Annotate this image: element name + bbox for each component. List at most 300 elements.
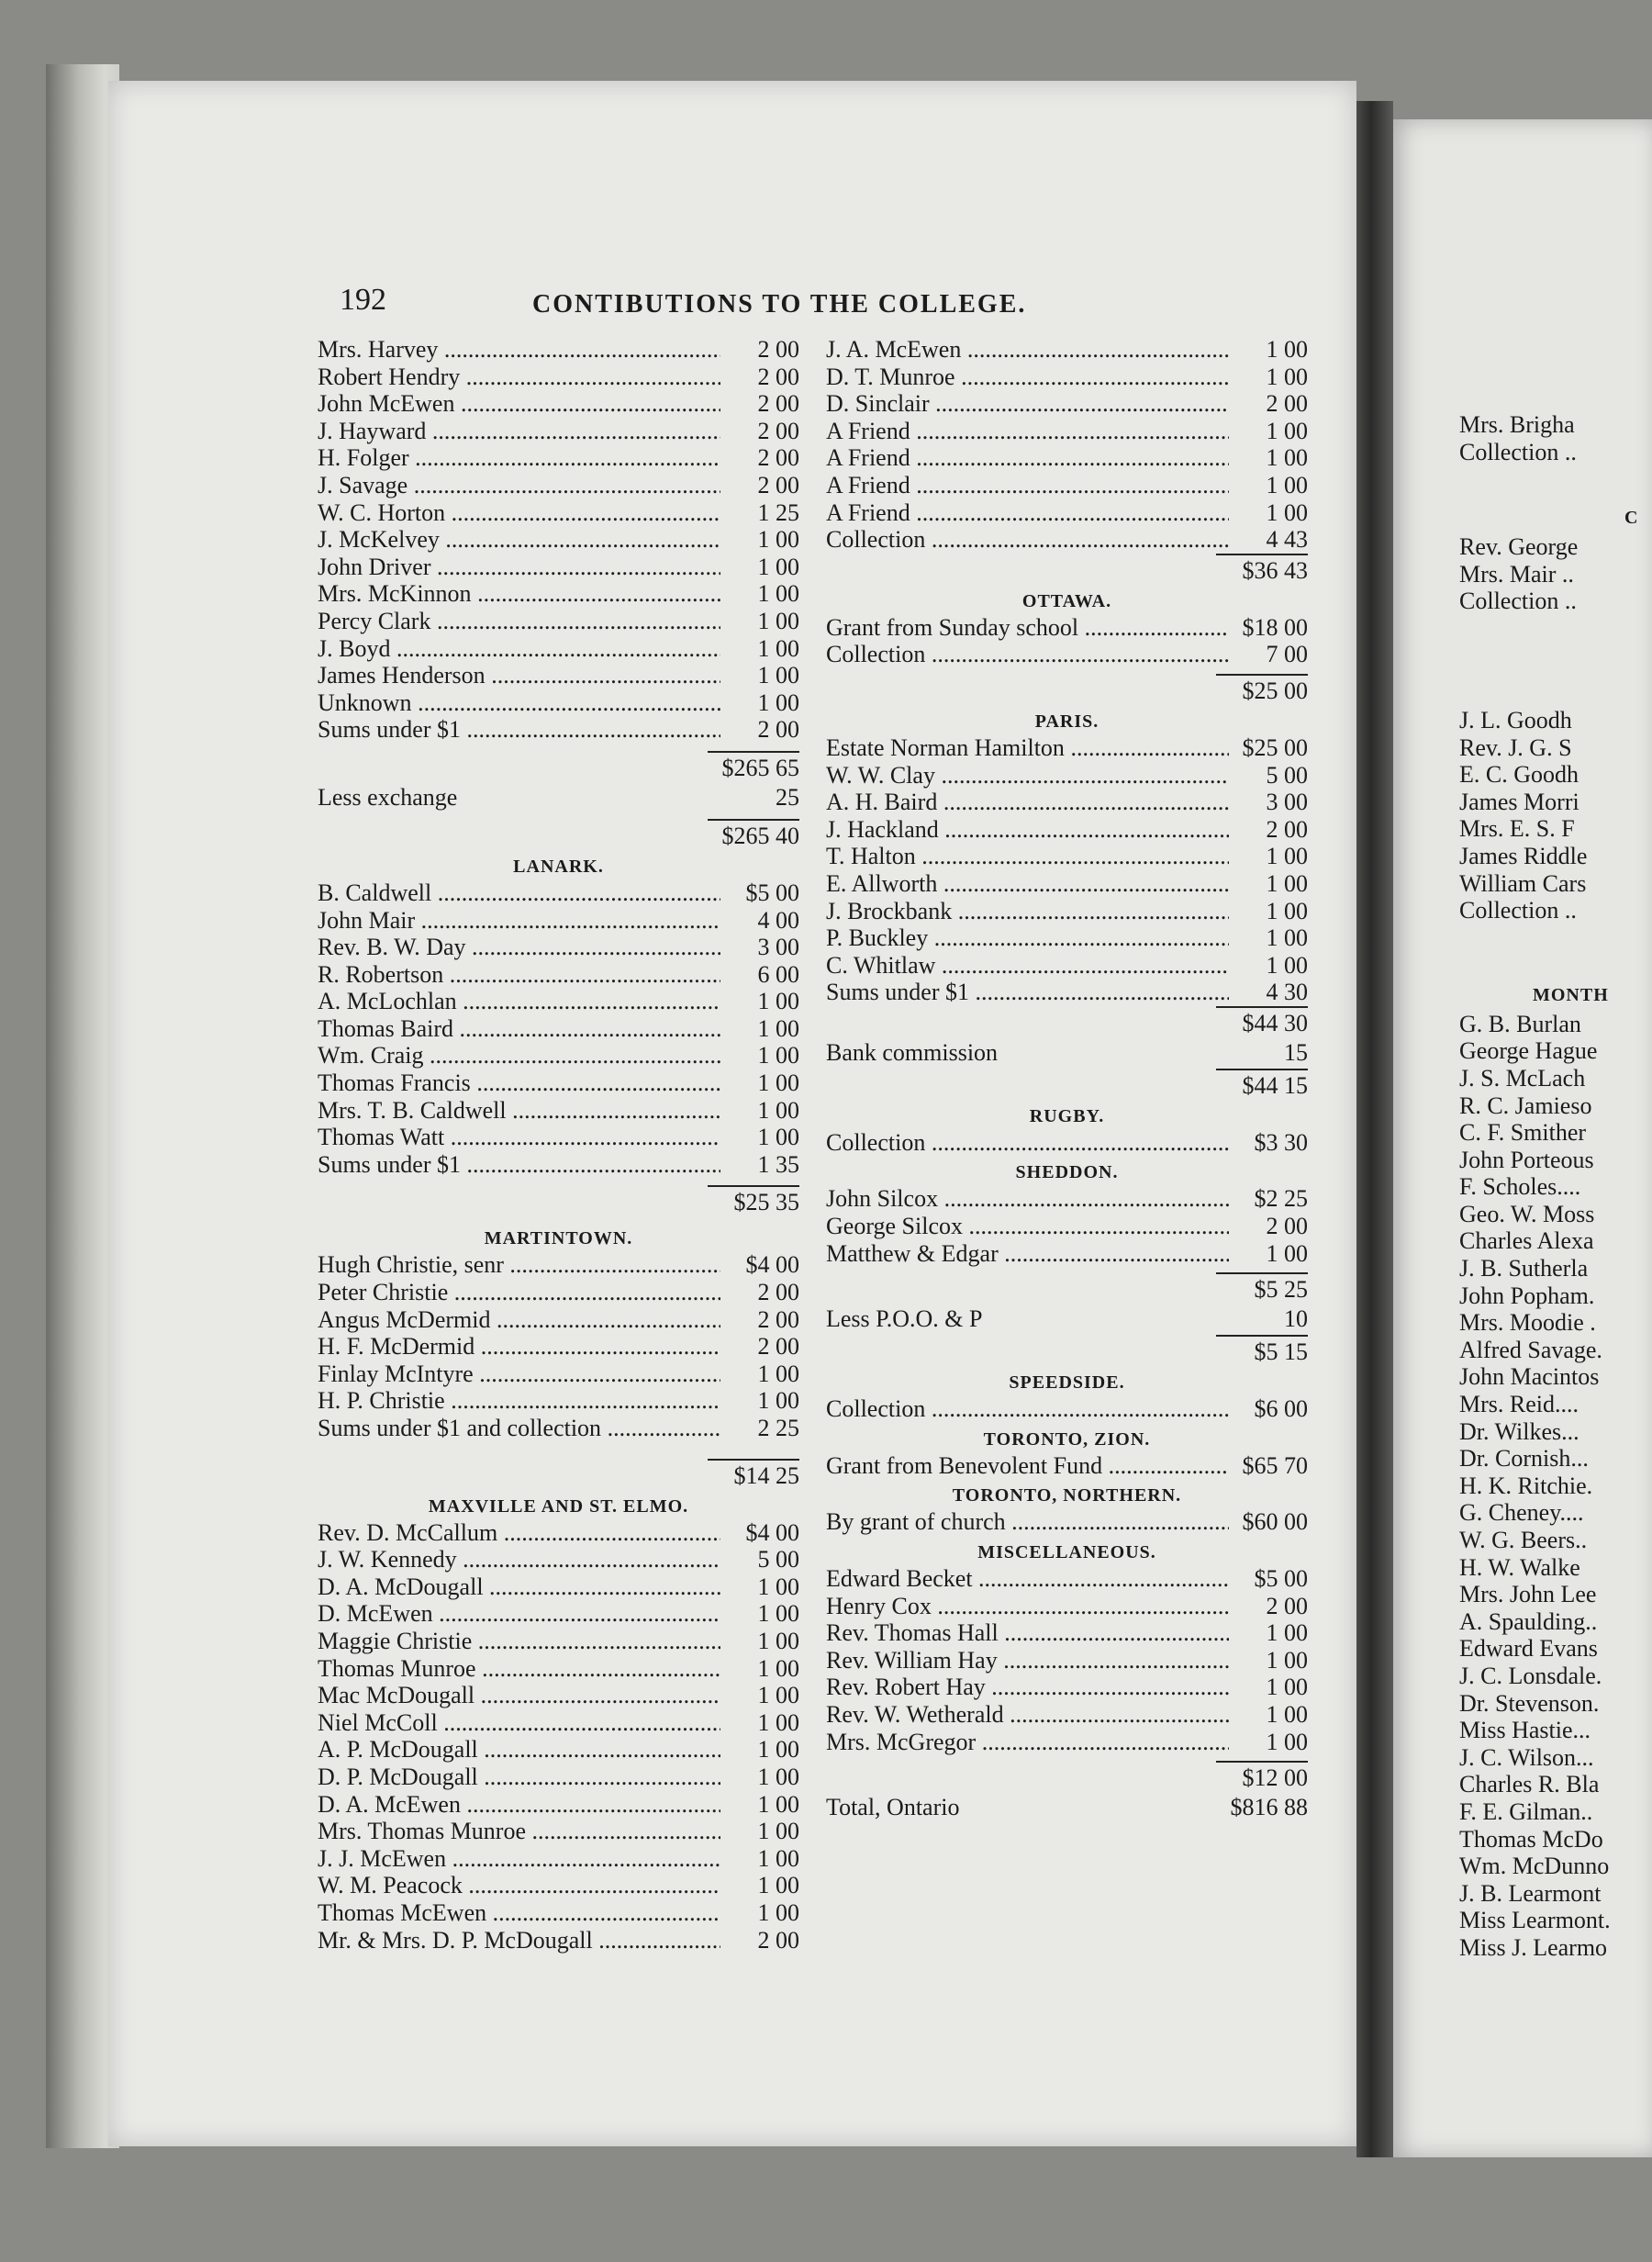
list-item — [826, 734, 1308, 762]
donor-name: H. P. Christie ..... — [318, 1387, 720, 1415]
subtotal-amount: $44 15 — [1216, 1069, 1308, 1100]
subtotal-amount: $5 15 — [1216, 1335, 1308, 1366]
facing-page-entry: George Hague — [1459, 1037, 1598, 1065]
donor-name: Grant from Benevolent Fund ..... — [826, 1452, 1229, 1480]
donation-amount: $6 00 — [1254, 1395, 1308, 1423]
adjustment-row — [318, 782, 799, 813]
spacer — [318, 1185, 708, 1216]
section-heading: MISCELLANEOUS. — [977, 1542, 1156, 1563]
donor-name: Thomas Munroe ..... — [318, 1655, 720, 1683]
spacer — [318, 1178, 799, 1185]
donor-name: R. Robertson ..... — [318, 961, 720, 989]
donation-amount: $2 25 — [1254, 1185, 1308, 1213]
facing-page-entry: Mrs. Reid.... — [1459, 1391, 1579, 1418]
list-item — [318, 635, 799, 663]
donor-name: Mr. & Mrs. D. P. McDougall ..... — [318, 1927, 720, 1954]
donor-name: James Henderson ..... — [318, 662, 720, 689]
list-item — [826, 1452, 1308, 1480]
adjustment-row — [826, 1037, 1308, 1069]
list-item — [826, 1729, 1308, 1756]
donation-amount: 1 00 — [757, 689, 799, 716]
adjustment-amount: 25 — [776, 783, 799, 811]
adjustment-label: Total, Ontario — [826, 1794, 960, 1821]
facing-page-entry: W. G. Beers.. — [1459, 1527, 1588, 1553]
donation-amount: 1 00 — [1266, 951, 1308, 979]
donation-amount: 1 00 — [757, 1790, 799, 1818]
donation-amount: 2 00 — [757, 716, 799, 744]
donation-amount: 4 43 — [1266, 526, 1308, 554]
donation-amount: 1 00 — [757, 1124, 799, 1151]
donor-name: A. H. Baird ..... — [826, 789, 1229, 816]
facing-page-column — [1459, 411, 1638, 1962]
facing-page-entry: James Riddle — [1459, 842, 1588, 869]
facing-page-entry: Miss J. Learmo — [1459, 1933, 1608, 1961]
list-item — [318, 1927, 799, 1954]
list-item — [318, 1519, 799, 1547]
list-item — [826, 499, 1308, 527]
facing-page-entry: H. K. Ritchie. — [1459, 1472, 1593, 1499]
facing-page-entry: J. C. Lonsdale. — [1459, 1662, 1602, 1689]
list-item — [318, 1097, 799, 1125]
donation-amount: $3 30 — [1254, 1128, 1308, 1156]
donation-amount: $25 00 — [1242, 733, 1308, 761]
list-item — [826, 1129, 1308, 1157]
donation-amount: $60 00 — [1242, 1508, 1308, 1536]
donor-name: Thomas Watt ..... — [318, 1124, 720, 1151]
facing-page-entry: Collection .. — [1459, 438, 1577, 465]
facing-page-entry: Rev. George — [1459, 533, 1579, 561]
list-item — [318, 1333, 799, 1361]
donation-amount: $5 00 — [1254, 1565, 1308, 1593]
donor-name: D. McEwen ..... — [318, 1600, 720, 1628]
list-item — [826, 1565, 1308, 1593]
adjustment-amount: 10 — [1284, 1305, 1308, 1333]
list-item — [826, 843, 1308, 870]
adjustment-row — [826, 1792, 1308, 1823]
donor-name: Niel McColl ..... — [318, 1709, 720, 1737]
list-item — [318, 390, 799, 418]
donor-name: By grant of church ..... — [826, 1508, 1229, 1536]
subtotal-amount: $25 35 — [708, 1185, 799, 1216]
donor-name: H. F. McDermid ..... — [318, 1333, 720, 1361]
facing-page-entry: F. E. Gilman.. — [1459, 1797, 1593, 1825]
list-item — [318, 1151, 799, 1179]
donation-amount: 2 25 — [757, 1415, 799, 1441]
donor-name: Sums under $1 ..... — [318, 1151, 720, 1179]
adjustment-amount: $816 88 — [1230, 1794, 1308, 1821]
list-item — [826, 762, 1308, 789]
donor-name: J. Hayward ..... — [318, 418, 720, 445]
facing-page-entry: John Popham. — [1459, 1282, 1595, 1309]
list-item — [318, 364, 799, 391]
donation-amount: $65 70 — [1242, 1451, 1308, 1479]
spacer — [318, 751, 708, 782]
donor-name: A. P. McDougall ..... — [318, 1736, 720, 1764]
list-item — [826, 870, 1308, 898]
spacer — [1459, 924, 1638, 980]
list-item — [318, 1845, 799, 1873]
facing-page-entry: Wm. McDunno — [1459, 1853, 1610, 1880]
facing-page-heading: C — [1624, 508, 1639, 529]
facing-page-entry: Thomas McDo — [1459, 1825, 1603, 1853]
list-item — [826, 1185, 1308, 1213]
donation-amount: 1 00 — [757, 1818, 799, 1845]
list-item — [318, 1387, 799, 1415]
list-item — [826, 526, 1308, 554]
donation-amount: 1 00 — [757, 1014, 799, 1042]
donor-name: D. A. McEwen ..... — [318, 1791, 720, 1819]
donation-amount: 1 00 — [757, 1654, 799, 1682]
donation-amount: 1 00 — [1266, 1619, 1308, 1647]
donation-amount: 1 00 — [757, 1872, 799, 1899]
donor-name: B. Caldwell ..... — [318, 879, 720, 907]
donor-name: Sums under $1 ..... — [318, 716, 720, 744]
donation-amount: 5 00 — [757, 1546, 799, 1573]
spacer — [1459, 465, 1638, 502]
list-item — [318, 472, 799, 499]
list-item — [318, 1415, 799, 1442]
subtotal-row — [826, 1006, 1308, 1037]
donor-name: Maggie Christie ..... — [318, 1628, 720, 1655]
donation-amount: 1 00 — [1266, 1239, 1308, 1267]
adjustment-label: Less exchange — [318, 783, 458, 811]
donor-name: Percy Clark ..... — [318, 608, 720, 635]
subtotal-row — [826, 1069, 1308, 1100]
subtotal-amount: $44 30 — [1216, 1006, 1308, 1037]
subtotal-row — [318, 1459, 799, 1490]
donation-amount: 1 00 — [757, 1096, 799, 1124]
list-item — [318, 1818, 799, 1845]
list-item — [318, 608, 799, 635]
donation-amount: 2 00 — [757, 417, 799, 444]
section-heading: LANARK. — [513, 856, 604, 877]
list-item — [318, 1124, 799, 1151]
donation-amount: $18 00 — [1242, 613, 1308, 641]
list-item — [318, 662, 799, 689]
left-column — [318, 336, 799, 1954]
donation-amount: 1 00 — [757, 580, 799, 608]
list-item — [826, 979, 1308, 1006]
donation-amount: 2 00 — [1266, 815, 1308, 843]
facing-page-entry: William Cars — [1459, 869, 1587, 897]
donation-amount: 1 00 — [757, 1600, 799, 1628]
donation-amount: 1 00 — [757, 526, 799, 554]
list-item — [826, 390, 1308, 418]
list-item — [826, 472, 1308, 499]
subtotal-amount: $36 43 — [1216, 554, 1308, 585]
adjustment-label: Bank commission — [826, 1038, 999, 1066]
donation-amount: $4 00 — [745, 1251, 799, 1279]
donor-name: W. M. Peacock ..... — [318, 1872, 720, 1899]
donor-name: John Mair ..... — [318, 907, 720, 935]
donation-amount: 1 00 — [757, 988, 799, 1015]
donation-amount: 1 00 — [1266, 498, 1308, 526]
list-item — [318, 1251, 799, 1279]
facing-page-entry: R. C. Jamieso — [1459, 1092, 1592, 1119]
subtotal-amount: $12 00 — [1216, 1761, 1308, 1792]
right-column — [826, 336, 1308, 1823]
list-item — [826, 364, 1308, 391]
subtotal-amount: $265 65 — [708, 751, 799, 782]
facing-page-entry: Mrs. E. S. F — [1459, 815, 1575, 843]
donor-name: A Friend ..... — [826, 472, 1229, 499]
list-item — [318, 988, 799, 1015]
list-item — [318, 1899, 799, 1927]
donor-name: Rev. Robert Hay ..... — [826, 1674, 1229, 1701]
donor-name: Peter Christie ..... — [318, 1279, 720, 1306]
facing-page-entry: Mrs. John Lee — [1459, 1581, 1597, 1608]
subtotal-row — [826, 674, 1308, 705]
donor-name: Collection ..... — [826, 526, 1229, 554]
facing-page-entry: Dr. Wilkes... — [1459, 1417, 1579, 1445]
list-item — [318, 1764, 799, 1791]
facing-page-entry: Dr. Stevenson. — [1459, 1689, 1600, 1717]
donor-name: Rev. B. W. Day ..... — [318, 934, 720, 961]
section-heading: TORONTO, ZION. — [983, 1428, 1151, 1450]
donation-amount: 1 00 — [1266, 869, 1308, 897]
list-item — [318, 716, 799, 744]
donation-amount: 1 00 — [757, 1708, 799, 1736]
subtotal-amount: $265 40 — [708, 819, 799, 850]
donation-amount: 2 00 — [757, 1279, 799, 1306]
list-item — [318, 1042, 799, 1069]
donation-amount: 2 00 — [757, 1333, 799, 1361]
donor-name: Sums under $1 and collection ..... — [318, 1415, 720, 1442]
donor-name: A. McLochlan ..... — [318, 988, 720, 1015]
donor-name: Wm. Craig ..... — [318, 1042, 720, 1069]
list-item — [318, 526, 799, 554]
facing-page-entry: J. B. Learmont — [1459, 1879, 1602, 1907]
facing-page-entry: Collection .. — [1459, 588, 1577, 615]
donation-amount: 1 00 — [757, 634, 799, 662]
facing-page-entry: Edward Evans — [1459, 1635, 1598, 1663]
donation-amount: 1 00 — [757, 1360, 799, 1387]
donation-amount: 2 00 — [757, 444, 799, 472]
list-item — [318, 1791, 799, 1819]
list-item — [826, 1674, 1308, 1701]
facing-page-entry: Alfred Savage. — [1459, 1336, 1602, 1363]
section-heading: SPEEDSIDE. — [1009, 1372, 1125, 1394]
donor-name: D. Sinclair ..... — [826, 390, 1229, 418]
facing-page-entry: G. Cheney.... — [1459, 1499, 1584, 1527]
donation-amount: 3 00 — [1266, 789, 1308, 816]
donation-amount: $4 00 — [745, 1518, 799, 1546]
facing-page-entry: H. W. Walke — [1459, 1553, 1580, 1581]
facing-page-entry: Collection .. — [1459, 897, 1577, 924]
subtotal-amount: $14 25 — [708, 1459, 799, 1490]
list-item — [318, 1600, 799, 1628]
list-item — [318, 580, 799, 608]
donation-amount: 6 00 — [757, 960, 799, 988]
subtotal-row — [318, 751, 799, 782]
donation-amount: 1 00 — [1266, 1646, 1308, 1674]
spacer — [826, 1335, 1216, 1366]
subtotal-amount: $25 00 — [1216, 674, 1308, 705]
donation-amount: 1 25 — [757, 498, 799, 526]
list-item — [826, 898, 1308, 925]
donation-amount: 4 30 — [1266, 979, 1308, 1006]
donation-amount: 1 00 — [757, 1042, 799, 1069]
donation-amount: 5 00 — [1266, 761, 1308, 789]
donor-name: Mrs. Thomas Munroe ..... — [318, 1818, 720, 1845]
facing-page-entry: J. C. Wilson... — [1459, 1743, 1594, 1771]
list-item — [826, 418, 1308, 445]
list-item — [318, 444, 799, 472]
facing-page-entry: Geo. W. Moss — [1459, 1200, 1595, 1227]
donation-amount: 1 00 — [1266, 444, 1308, 472]
donor-name: Rev. W. Wetherald ..... — [826, 1701, 1229, 1729]
donor-name: D. A. McDougall ..... — [318, 1573, 720, 1601]
subtotal-row — [826, 1272, 1308, 1304]
spacer — [826, 554, 1216, 585]
subtotal-amount: $5 25 — [1216, 1272, 1308, 1304]
list-item — [826, 1395, 1308, 1423]
list-item — [826, 1593, 1308, 1620]
facing-page-entry: John Porteous — [1459, 1146, 1594, 1173]
donation-amount: 1 00 — [1266, 363, 1308, 390]
donor-name: J. Boyd ..... — [318, 635, 720, 663]
section-heading: OTTAWA. — [1021, 590, 1112, 611]
list-item — [318, 499, 799, 527]
donor-name: Rev. William Hay ..... — [826, 1647, 1229, 1674]
donation-amount: 3 00 — [757, 934, 799, 961]
running-title: CONTIBUTIONS TO THE COLLEGE. — [532, 290, 1027, 319]
list-item — [318, 1573, 799, 1601]
spacer — [826, 1006, 1216, 1037]
facing-page-heading: MONTH — [1533, 984, 1609, 1005]
donation-amount: 2 00 — [1266, 1592, 1308, 1619]
list-item — [826, 641, 1308, 668]
donor-name: Hugh Christie, senr ..... — [318, 1251, 720, 1279]
facing-page-entry: Mrs. Brigha — [1459, 411, 1575, 438]
donation-amount: 1 00 — [757, 1763, 799, 1790]
donor-name: John Driver ..... — [318, 554, 720, 581]
donation-amount: 1 00 — [757, 1387, 799, 1415]
facing-page-entry: J. L. Goodh — [1459, 706, 1572, 733]
donor-name: Mrs. McKinnon ..... — [318, 580, 720, 608]
subtotal-row — [318, 1185, 799, 1216]
facing-page-entry: Charles Alexa — [1459, 1227, 1594, 1255]
list-item — [826, 1213, 1308, 1240]
donor-name: Mrs. T. B. Caldwell ..... — [318, 1097, 720, 1125]
spacer — [318, 1459, 708, 1490]
donation-amount: 1 00 — [757, 1736, 799, 1764]
list-item — [318, 418, 799, 445]
facing-page-entry: Dr. Cornish... — [1459, 1445, 1589, 1473]
facing-page-entry: John Macintos — [1459, 1363, 1600, 1391]
donor-name: D. P. McDougall ..... — [318, 1764, 720, 1791]
donor-name: Unknown ..... — [318, 689, 720, 717]
list-item — [826, 444, 1308, 472]
donation-amount: 1 00 — [1266, 897, 1308, 924]
subtotal-row — [826, 554, 1308, 585]
donor-name: Rev. Thomas Hall ..... — [826, 1619, 1229, 1647]
donor-name: Mrs. Harvey ..... — [318, 336, 720, 364]
donation-amount: 2 00 — [1266, 1213, 1308, 1240]
donation-amount: 1 00 — [757, 1898, 799, 1926]
list-item — [826, 1240, 1308, 1268]
list-item — [318, 1628, 799, 1655]
list-item — [318, 1546, 799, 1573]
donor-name: J. W. Kennedy ..... — [318, 1546, 720, 1573]
spacer — [318, 1442, 799, 1459]
facing-page-entry: James Morri — [1459, 788, 1579, 815]
donor-name: John Silcox ..... — [826, 1185, 1229, 1213]
list-item — [318, 1361, 799, 1388]
subtotal-row — [826, 1761, 1308, 1792]
donation-amount: 2 00 — [757, 390, 799, 418]
donor-name: Collection ..... — [826, 1395, 1229, 1423]
facing-page-entry: A. Spaulding.. — [1459, 1607, 1598, 1635]
donor-name: H. Folger ..... — [318, 444, 720, 472]
facing-page-entry: G. B. Burlan — [1459, 1010, 1581, 1037]
donor-name: J. McKelvey ..... — [318, 526, 720, 554]
list-item — [318, 554, 799, 581]
donor-name: J. Savage ..... — [318, 472, 720, 499]
donor-name: Sums under $1 ..... — [826, 979, 1229, 1006]
donor-name: Rev. D. McCallum ..... — [318, 1519, 720, 1547]
list-item — [318, 1279, 799, 1306]
donor-name: A Friend ..... — [826, 499, 1229, 527]
spacer — [826, 1761, 1216, 1792]
spacer — [318, 819, 708, 850]
donor-name: J. J. McEwen ..... — [318, 1845, 720, 1873]
donation-amount: 1 00 — [757, 662, 799, 689]
donation-amount: 1 00 — [1266, 1701, 1308, 1728]
donor-name: Angus McDermid ..... — [318, 1306, 720, 1334]
list-item — [318, 689, 799, 717]
spacer — [1459, 615, 1638, 707]
donor-name: P. Buckley ..... — [826, 924, 1229, 952]
donor-name: Grant from Sunday school ..... — [826, 614, 1229, 642]
facing-page-entry: E. C. Goodh — [1459, 761, 1579, 789]
donor-name: A Friend ..... — [826, 418, 1229, 445]
facing-page-entry: Mrs. Moodie . — [1459, 1309, 1596, 1337]
donor-name: Mrs. McGregor ..... — [826, 1729, 1229, 1756]
donor-name: C. Whitlaw ..... — [826, 952, 1229, 980]
donor-name: Finlay McIntyre ..... — [318, 1361, 720, 1388]
donor-name: John McEwen ..... — [318, 390, 720, 418]
donor-name: W. C. Horton ..... — [318, 499, 720, 527]
donor-name: Collection ..... — [826, 1129, 1229, 1157]
donor-name: T. Halton ..... — [826, 843, 1229, 870]
donation-amount: 1 00 — [1266, 1728, 1308, 1755]
facing-page-entry: Miss Hastie... — [1459, 1717, 1591, 1744]
section-heading: TORONTO, NORTHERN. — [952, 1485, 1182, 1506]
donation-amount: 2 00 — [757, 471, 799, 498]
facing-page-entry: Mrs. Mair .. — [1459, 560, 1574, 588]
donation-amount: 1 00 — [757, 1627, 799, 1654]
donor-name: Estate Norman Hamilton ..... — [826, 734, 1229, 762]
page-gutter — [1356, 101, 1393, 2157]
donor-name: Thomas Baird ..... — [318, 1015, 720, 1043]
list-item — [318, 934, 799, 961]
donor-name: E. Allworth ..... — [826, 870, 1229, 898]
donor-name: George Silcox ..... — [826, 1213, 1229, 1240]
donation-amount: 1 00 — [757, 1573, 799, 1600]
list-item — [318, 1015, 799, 1043]
donor-name: J. A. McEwen ..... — [826, 336, 1229, 364]
facing-page-entry: Charles R. Bla — [1459, 1771, 1600, 1798]
list-item — [318, 1655, 799, 1683]
donation-amount: 1 00 — [1266, 1674, 1308, 1701]
donor-name: Robert Hendry ..... — [318, 364, 720, 391]
facing-page-entry: Miss Learmont. — [1459, 1907, 1611, 1934]
donor-name: Thomas Francis ..... — [318, 1069, 720, 1097]
donation-amount: 1 00 — [757, 1682, 799, 1709]
donation-amount: 1 35 — [757, 1150, 799, 1178]
list-item — [826, 789, 1308, 816]
